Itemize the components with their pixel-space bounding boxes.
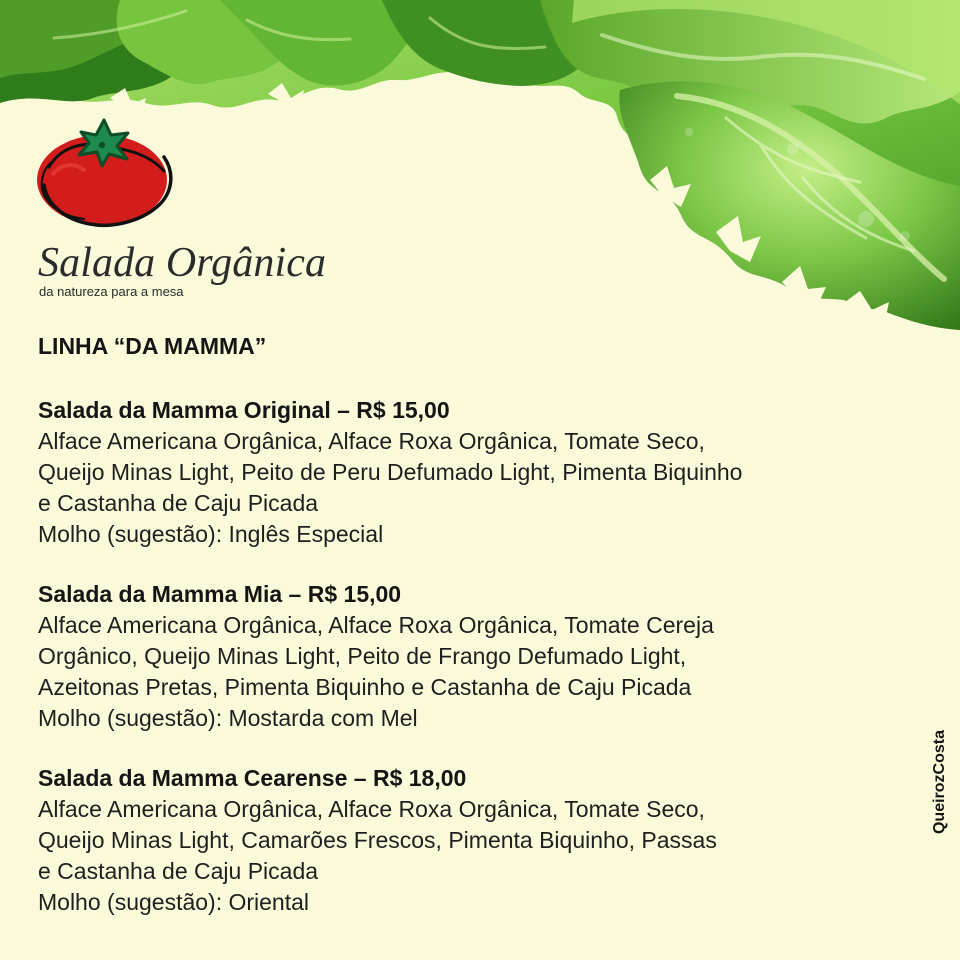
menu-item-sauce xyxy=(38,703,908,734)
description-line: e Castanha de Caju Picada xyxy=(38,858,319,884)
menu-item-name: Salada da Mamma Cearense xyxy=(38,765,348,791)
menu-item-description xyxy=(38,794,908,887)
menu-item-sauce xyxy=(38,519,908,550)
menu-item-heading xyxy=(38,579,908,610)
menu-item-heading xyxy=(38,763,908,794)
brand-logo xyxy=(36,118,366,308)
menu-item xyxy=(38,395,908,550)
menu-item xyxy=(38,763,908,918)
description-line: Queijo Minas Light, Peito de Peru Defumado Light, Pimenta Biquinho xyxy=(38,459,743,485)
menu-item-sauce xyxy=(38,887,908,918)
description-line: e Castanha de Caju Picada xyxy=(38,490,319,516)
sauce-name: Inglês Especial xyxy=(228,521,384,547)
menu-item-description xyxy=(38,426,908,519)
sauce-label: Molho (sugestão): xyxy=(38,889,223,915)
photographer-credit: QueirozCosta xyxy=(931,729,948,835)
description-line: Orgânico, Queijo Minas Light, Peito de Frango Defumado Light, xyxy=(38,643,687,669)
brand-tagline: da natureza para a mesa xyxy=(39,284,184,299)
menu-item-name: Salada da Mamma Original xyxy=(38,397,331,423)
description-line: Alface Americana Orgânica, Alface Roxa Orgânica, Tomate Seco, xyxy=(38,428,705,454)
menu-item-name: Salada da Mamma Mia xyxy=(38,581,283,607)
description-line: Alface Americana Orgânica, Alface Roxa Orgânica, Tomate Seco, xyxy=(38,796,705,822)
menu-content xyxy=(38,331,908,918)
menu-item-heading xyxy=(38,395,908,426)
menu-item-price: R$ 15,00 xyxy=(356,397,450,423)
menu-item-separator: – xyxy=(347,765,373,791)
sauce-label: Molho (sugestão): xyxy=(38,521,223,547)
description-line: Azeitonas Pretas, Pimenta Biquinho e Castanha de Caju Picada xyxy=(38,674,692,700)
menu-item-separator: – xyxy=(282,581,308,607)
menu-item-description xyxy=(38,610,908,703)
description-line: Queijo Minas Light, Camarões Frescos, Pimenta Biquinho, Passas xyxy=(38,827,717,853)
menu-item-price: R$ 18,00 xyxy=(372,765,467,791)
sauce-name: Oriental xyxy=(228,889,310,915)
menu-item xyxy=(38,579,908,734)
sauce-name: Mostarda com Mel xyxy=(228,705,418,731)
menu-item-separator: – xyxy=(330,397,357,423)
description-line: Alface Americana Orgânica, Alface Roxa Orgânica, Tomate Cereja xyxy=(38,612,714,638)
sauce-label: Molho (sugestão): xyxy=(38,705,223,731)
tomato-logo-icon xyxy=(36,118,176,234)
menu-item-price: R$ 15,00 xyxy=(307,581,402,607)
brand-name: Salada Orgânica xyxy=(38,240,327,286)
section-title: LINHA “DA MAMMA” xyxy=(38,333,267,359)
